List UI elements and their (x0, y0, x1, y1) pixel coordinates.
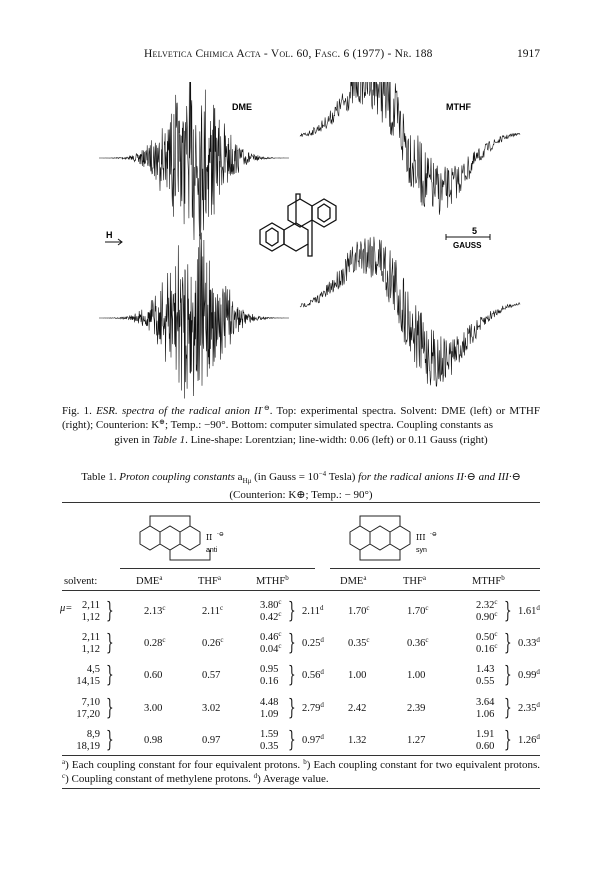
ii-thf: 0.26 (202, 638, 221, 649)
ii-dme-sup: c (162, 636, 166, 644)
iii-mthf-b: 0.16 (476, 644, 495, 655)
ii-dme-value (144, 670, 162, 681)
row-brace: } (106, 663, 114, 688)
iii-avg: 0.99 (518, 670, 537, 681)
ii-thf-value (202, 638, 223, 649)
ii-mthf-a: 1.59 (260, 729, 279, 740)
position-b: 17,20 (76, 709, 100, 720)
ii-dme: 3.00 (144, 703, 163, 714)
ii-dme-value (144, 638, 165, 649)
iii-mthf-brace: } (504, 631, 512, 656)
col-header-label-1-sup: a (159, 574, 163, 582)
iii-thf-value (407, 638, 428, 649)
esr-spectra-figure (60, 82, 540, 402)
iii-dme: 1.70 (348, 606, 367, 617)
iii-mthf-a: 1.43 (476, 664, 495, 675)
iii-dme-sup: c (366, 636, 370, 644)
ii-thf: 0.57 (202, 670, 221, 681)
ii-thf-value (202, 735, 220, 746)
ii-mthf-value-a (260, 697, 278, 708)
ii-thf: 0.97 (202, 735, 221, 746)
row-positions (74, 632, 100, 656)
iii-mthf-brace: } (504, 599, 512, 624)
position-b: 18,19 (76, 741, 100, 752)
iii-mthf-average (518, 703, 540, 714)
ii-mthf-brace: } (288, 599, 296, 624)
iii-mthf-value-a (476, 664, 494, 675)
table-title-exp: −4 (318, 470, 327, 478)
ii-mthf-brace: } (288, 663, 296, 688)
iii-mthf-average (518, 638, 540, 649)
spectrum-mthf-experimental (300, 82, 520, 215)
position-a: 8,9 (86, 729, 100, 740)
ii-dme: 0.98 (144, 735, 163, 746)
footnote-a-mark: a (62, 758, 66, 766)
position-b: 1,12 (81, 612, 100, 623)
ii-mthf-b-sup: c (278, 610, 282, 618)
col-header-2 (198, 576, 221, 587)
col-header-0 (64, 576, 97, 587)
footnote-d: ) Average value. (257, 773, 329, 785)
caption-k-charge: ⊕ (159, 418, 166, 427)
col-header-label-2-sup: a (217, 574, 221, 582)
iii-mthf-average (518, 735, 540, 746)
col-header-label-2: THF (198, 576, 218, 587)
caption-text3a: given in (114, 433, 153, 446)
table-footnotes (62, 758, 540, 786)
ii-mthf-value-a (260, 664, 278, 675)
row-positions (74, 600, 100, 624)
struct-iii-charge: ·⊖ (430, 531, 437, 538)
ii-mthf-b: 0.42 (260, 612, 279, 623)
iii-avg: 1.61 (518, 606, 537, 617)
ii-mthf-average (302, 638, 324, 649)
iii-avg-sup: d (536, 701, 540, 709)
row-positions (74, 697, 100, 721)
struct-iii-conf: syn (416, 547, 427, 554)
mu-prefix: μ= (60, 603, 73, 614)
ii-mthf-a: 4.48 (260, 697, 279, 708)
iii-avg-sup: d (536, 668, 540, 676)
caption-text1: . Top: experimental spectra. Solvent: DME (left) or MTHF (right); Counterion: K (62, 405, 540, 432)
iii-avg-sup: d (536, 733, 540, 741)
position-a: 7,10 (81, 697, 100, 708)
iii-mthf-a: 0.50 (476, 632, 495, 643)
iii-mthf-a: 1.91 (476, 729, 495, 740)
ii-mthf-a-sup: c (278, 630, 282, 638)
col-header-3 (256, 576, 289, 587)
iii-dme-value (348, 670, 366, 681)
iii-dme: 0.35 (348, 638, 367, 649)
label-dme: DME (232, 102, 252, 112)
ii-mthf-average (302, 670, 324, 681)
esr-trace (300, 82, 520, 215)
ii-avg-sup: d (320, 733, 324, 741)
ii-mthf-b: 0.16 (260, 676, 279, 687)
caption-lead: Fig. 1. (62, 405, 92, 417)
col-header-6 (472, 576, 505, 587)
position-a: 2,11 (82, 632, 100, 643)
struct-ii-charge: ·⊖ (217, 531, 224, 538)
col-header-label-3-sup: b (285, 574, 289, 582)
iii-dme: 2.42 (348, 703, 367, 714)
iii-mthf-brace: } (504, 663, 512, 688)
iii-dme: 1.32 (348, 735, 367, 746)
iii-mthf-average (518, 606, 540, 617)
position-b: 1,12 (81, 644, 100, 655)
iii-dme-sup: c (366, 604, 370, 612)
esr-trace (99, 82, 289, 240)
ii-dme: 0.28 (144, 638, 163, 649)
ii-mthf-average (302, 703, 324, 714)
iii-mthf-value-a (476, 697, 494, 708)
label-h-field: H (106, 230, 113, 240)
col-header-5 (403, 576, 426, 587)
col-header-4 (340, 576, 366, 587)
footnote-d-mark: d (253, 772, 258, 780)
table-title-italic2: for the radical anions II·⊖ and III·⊖ (358, 471, 521, 483)
ii-mthf-a-sup: c (278, 598, 282, 606)
row-positions (74, 664, 100, 688)
ii-avg-sup: d (320, 668, 324, 676)
caption-table-ref: Table 1 (152, 433, 186, 446)
ii-mthf-brace: } (288, 728, 296, 753)
ii-mthf-value-b (260, 709, 278, 720)
group-rule-iii (330, 568, 540, 569)
iii-thf: 0.36 (407, 638, 426, 649)
ii-mthf-b: 1.09 (260, 709, 279, 720)
table-title-a: a (237, 471, 243, 483)
iii-thf: 1.00 (407, 670, 426, 681)
scale-unit: GAUSS (453, 241, 482, 250)
ii-mthf-value-b (260, 676, 278, 687)
ii-avg: 2.79 (302, 703, 321, 714)
iii-mthf-a: 3.64 (476, 697, 495, 708)
ii-avg-sup: d (320, 604, 324, 612)
iii-mthf-value-b (476, 612, 497, 623)
spectrum-dme-simulated (99, 233, 289, 399)
row-brace: } (106, 728, 114, 753)
ii-mthf-value-b (260, 612, 281, 623)
ii-dme-value (144, 735, 162, 746)
col-header-label-3: MTHF (256, 576, 286, 587)
ii-mthf-brace: } (288, 631, 296, 656)
iii-mthf-a-sup: c (494, 598, 498, 606)
struct-ii-conf: anti (206, 547, 218, 554)
scale-value: 5 (472, 226, 478, 236)
iii-thf-value (407, 703, 425, 714)
ii-dme-sup: c (162, 604, 166, 612)
col-header-label-4-sup: a (363, 574, 367, 582)
iii-mthf-b: 0.90 (476, 612, 495, 623)
iii-mthf-b: 0.55 (476, 676, 495, 687)
position-a: 4,5 (86, 664, 100, 675)
ii-dme: 0.60 (144, 670, 163, 681)
ii-mthf-value-b (260, 741, 278, 752)
table-title-lead: Table 1. (81, 471, 117, 483)
ii-avg-sup: d (320, 636, 324, 644)
position-b: 14,15 (76, 676, 100, 687)
ii-avg: 2.11 (302, 606, 320, 617)
iii-dme-value (348, 735, 366, 746)
page-bottom-rule (62, 788, 540, 789)
col-header-1 (136, 576, 162, 587)
table-title-units2: Tesla) (328, 471, 356, 483)
table-title-line2: (Counterion: K⊕; Temp.: − 90°) (229, 489, 373, 502)
col-header-label-6: MTHF (472, 576, 502, 587)
ii-dme: 2.13 (144, 606, 163, 617)
ii-mthf-value-b (260, 644, 281, 655)
ii-thf: 3.02 (202, 703, 221, 714)
ii-avg: 0.97 (302, 735, 321, 746)
iii-mthf-brace: } (504, 696, 512, 721)
iii-mthf-b-sup: c (494, 642, 498, 650)
ii-avg: 0.25 (302, 638, 321, 649)
ii-thf-sup: c (220, 604, 224, 612)
caption-text2: ; Temp.: −90°. Bottom: computer simulated spectra. Coupling constants as (165, 419, 494, 432)
struct-ii-label: II (206, 533, 213, 542)
ii-dme-value (144, 606, 165, 617)
position-a: 2,11 (82, 600, 100, 611)
ii-mthf-a: 0.95 (260, 664, 279, 675)
molecule-structure (260, 194, 336, 256)
structure-II-anti (120, 510, 260, 568)
row-brace: } (106, 599, 114, 624)
iii-mthf-value-b (476, 709, 494, 720)
iii-thf-value (407, 670, 425, 681)
table-title-italic: Proton coupling constants (119, 471, 235, 483)
struct-iii-label: III (416, 533, 426, 542)
ii-mthf-b-sup: c (278, 642, 282, 650)
table-bottom-rule (62, 755, 540, 756)
footnote-c-mark: c (62, 772, 66, 780)
ii-thf-value (202, 606, 223, 617)
iii-mthf-b-sup: c (494, 610, 498, 618)
label-mthf: MTHF (446, 102, 471, 112)
iii-dme-value (348, 703, 366, 714)
ii-mthf-average (302, 735, 324, 746)
ii-mthf-brace: } (288, 696, 296, 721)
iii-mthf-a: 2.32 (476, 600, 495, 611)
ii-avg-sup: d (320, 701, 324, 709)
iii-mthf-value-b (476, 676, 494, 687)
iii-mthf-value-b (476, 741, 494, 752)
ii-mthf-average (302, 606, 324, 617)
esr-trace (300, 237, 520, 386)
journal-header: Helvetica Chimica Acta - Vol. 60, Fasc. 6 (1977) - Nr. 188 (144, 48, 433, 60)
col-header-label-5: THF (403, 576, 423, 587)
footnote-b-mark: b (303, 758, 307, 766)
row-positions (74, 729, 100, 753)
iii-avg: 0.33 (518, 638, 537, 649)
table-title-a-sub: Hμ (242, 477, 252, 486)
iii-dme-value (348, 638, 369, 649)
structure-III-syn (330, 510, 470, 568)
footnote-b: ) Each coupling constant for two equivalent protons. (306, 759, 540, 771)
ii-thf: 2.11 (202, 606, 220, 617)
iii-thf: 1.27 (407, 735, 426, 746)
table-header-rule (62, 590, 540, 591)
iii-avg: 1.26 (518, 735, 537, 746)
ii-thf-value (202, 670, 220, 681)
caption-text3b: . Line-shape: Lorentzian; line-width: 0.06 (left) or 0.11 Gauss (right) (185, 433, 488, 446)
ii-mthf-b: 0.04 (260, 644, 279, 655)
ii-avg: 0.56 (302, 670, 321, 681)
spectrum-dme-experimental (99, 82, 289, 240)
ii-mthf-a: 3.80 (260, 600, 279, 611)
iii-thf-value (407, 735, 425, 746)
ii-mthf-b: 0.35 (260, 741, 279, 752)
iii-thf: 2.39 (407, 703, 426, 714)
iii-mthf-a-sup: c (494, 630, 498, 638)
caption-charge: ·⊖ (261, 404, 270, 412)
iii-mthf-value-b (476, 644, 497, 655)
col-header-label-0: solvent: (64, 576, 98, 587)
page-number: 1917 (517, 48, 540, 60)
caption-italic: ESR. spectra of the radical anion II (96, 405, 262, 417)
iii-thf-value (407, 606, 428, 617)
iii-dme: 1.00 (348, 670, 367, 681)
footnote-a: ) Each coupling constant for four equivalent protons. (65, 759, 301, 771)
ii-mthf-value-a (260, 729, 278, 740)
iii-thf-sup: c (425, 604, 429, 612)
ii-dme-value (144, 703, 162, 714)
esr-trace (99, 233, 289, 399)
iii-dme-value (348, 606, 369, 617)
row-brace: } (106, 696, 114, 721)
table-title-units: (in Gauss = 10 (254, 471, 319, 483)
col-header-label-4: DME (340, 576, 364, 587)
iii-avg-sup: d (536, 604, 540, 612)
row-brace: } (106, 631, 114, 656)
table-top-rule (62, 502, 540, 503)
iii-thf-sup: c (425, 636, 429, 644)
col-header-label-6-sup: b (501, 574, 505, 582)
iii-mthf-b: 0.60 (476, 741, 495, 752)
iii-thf: 1.70 (407, 606, 426, 617)
iii-mthf-brace: } (504, 728, 512, 753)
spectrum-mthf-simulated (300, 237, 520, 386)
ii-thf-sup: c (220, 636, 224, 644)
scale-bar (446, 234, 490, 240)
footnote-c: ) Coupling constant of methylene protons. (65, 773, 251, 785)
iii-mthf-value-a (476, 729, 494, 740)
ii-mthf-a: 0.46 (260, 632, 279, 643)
ii-thf-value (202, 703, 220, 714)
col-header-label-5-sup: a (422, 574, 426, 582)
group-rule-ii (120, 568, 315, 569)
col-header-label-1: DME (136, 576, 160, 587)
iii-avg: 2.35 (518, 703, 537, 714)
iii-mthf-b: 1.06 (476, 709, 495, 720)
figure-caption (62, 404, 540, 447)
table-title (62, 470, 540, 502)
iii-mthf-average (518, 670, 540, 681)
iii-avg-sup: d (536, 636, 540, 644)
